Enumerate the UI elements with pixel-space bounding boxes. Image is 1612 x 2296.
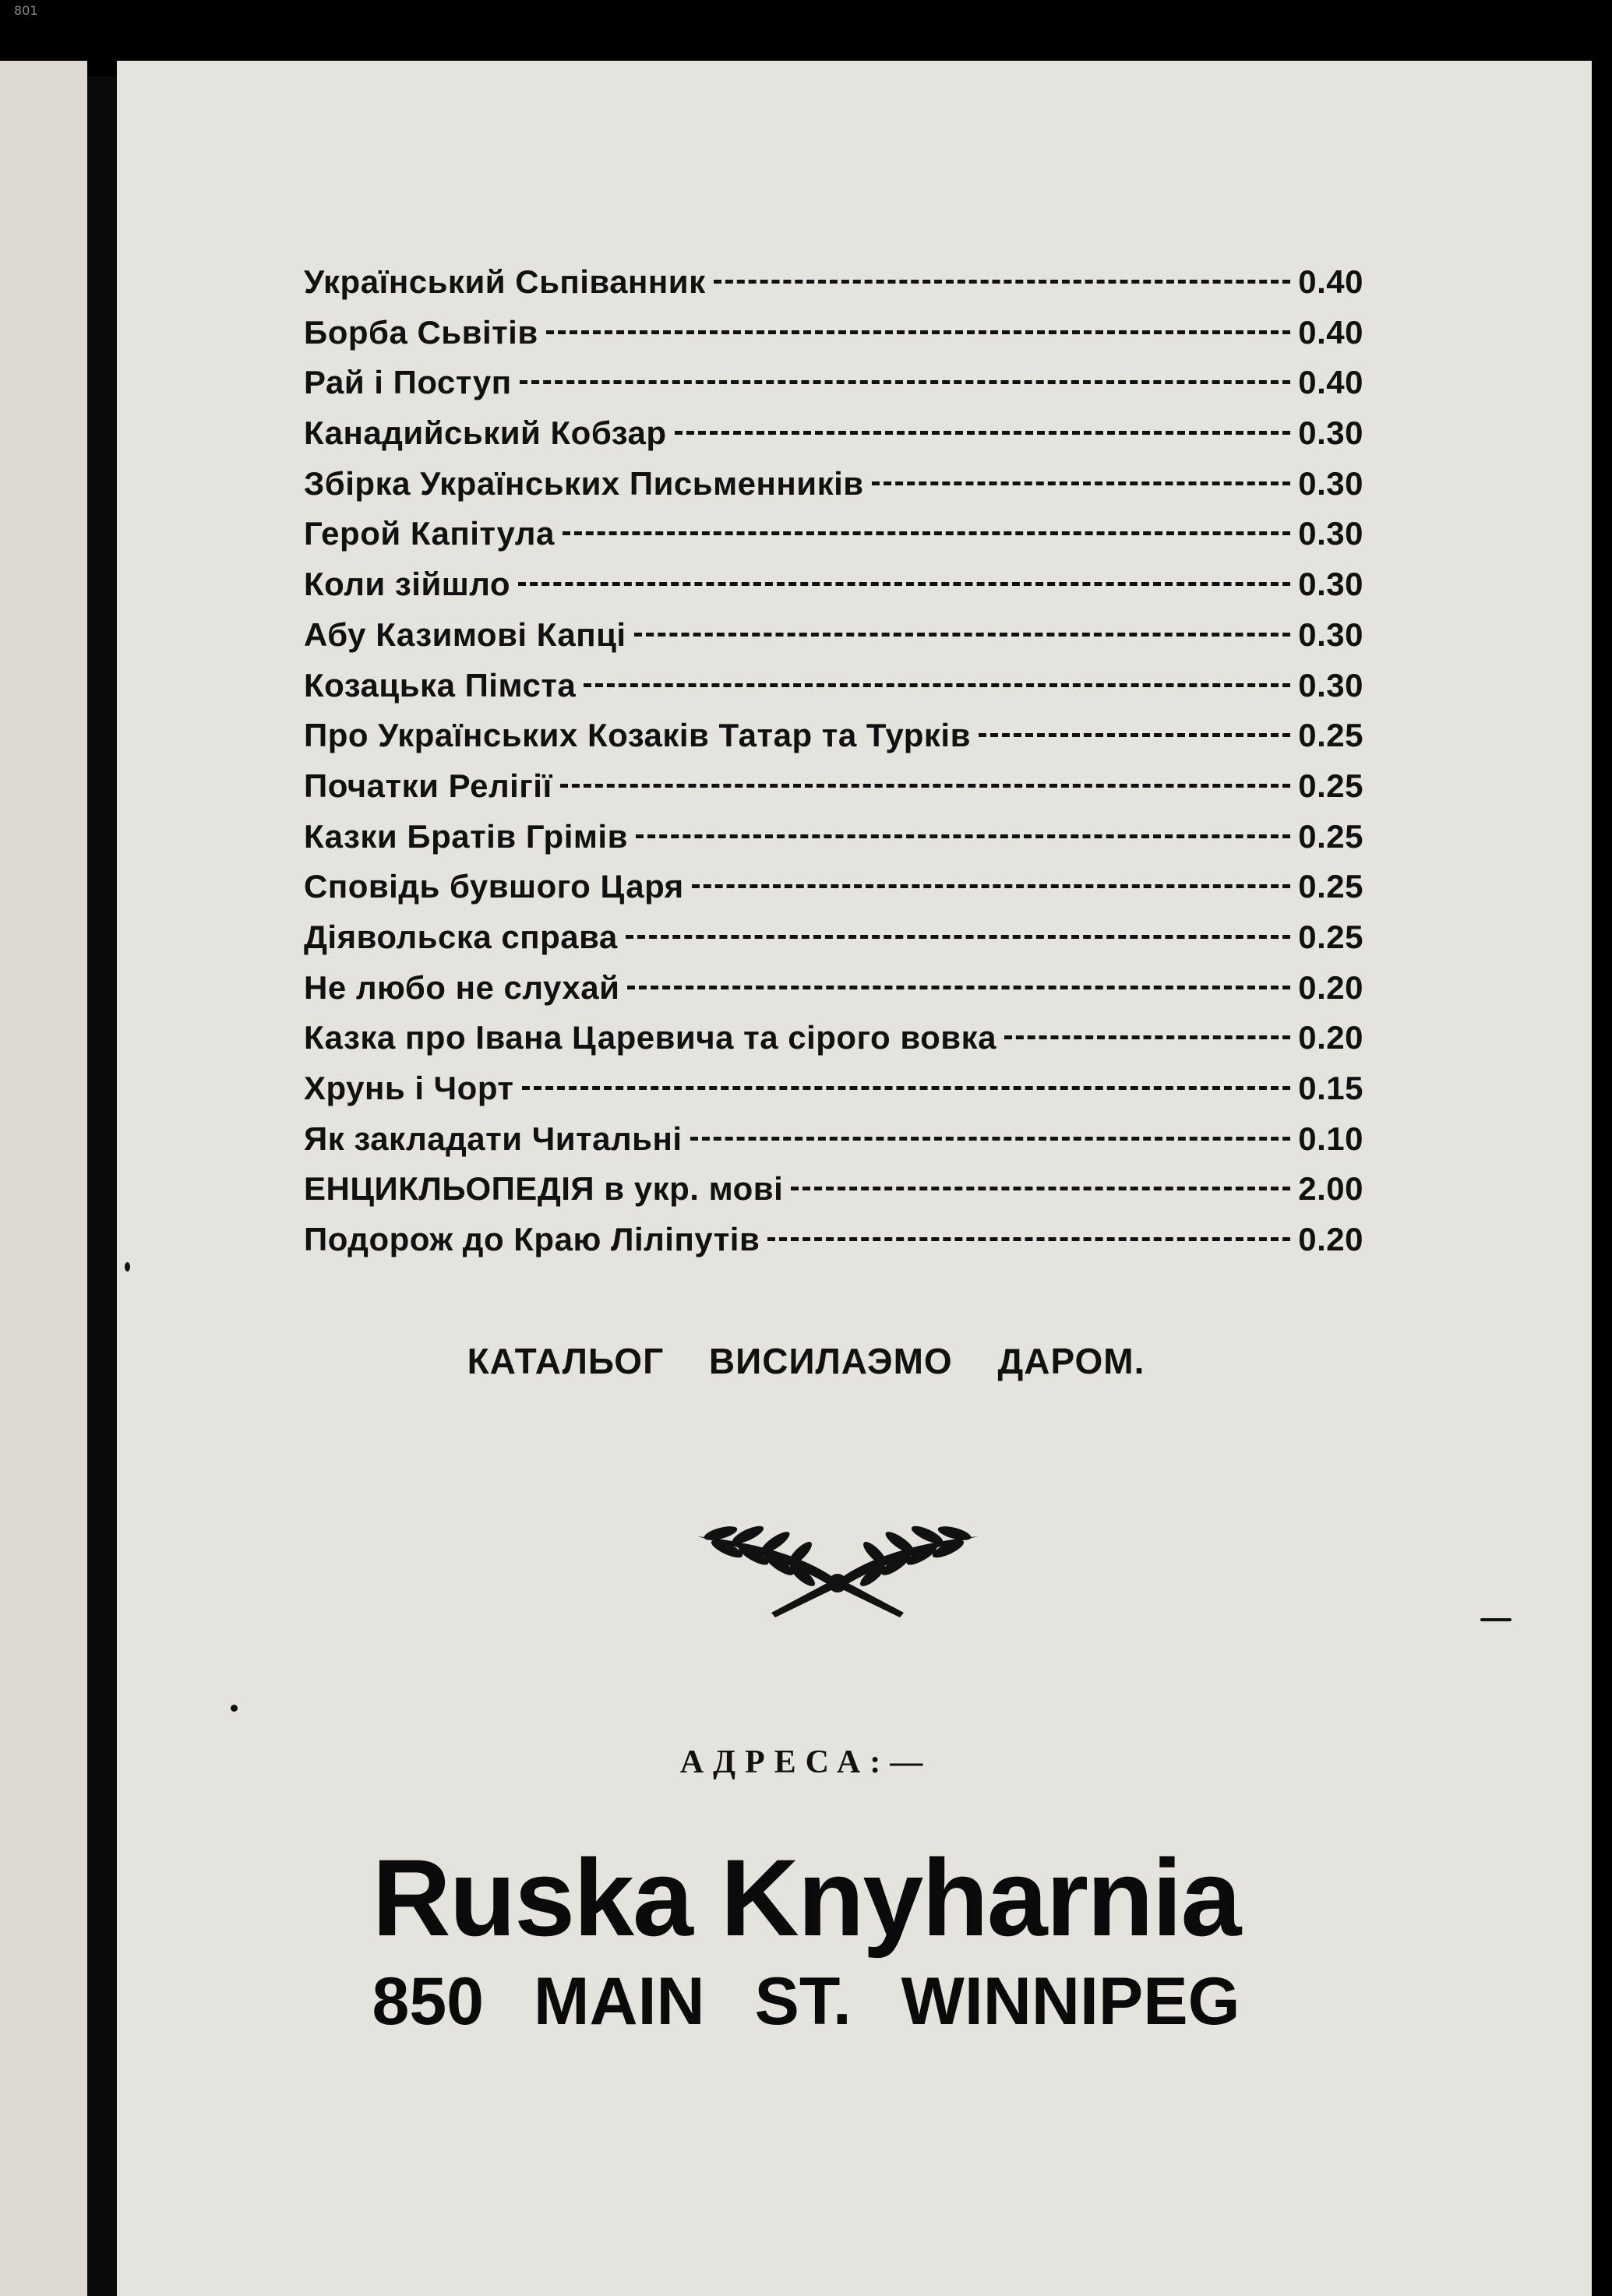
price-row bbox=[304, 515, 1363, 566]
dash-leader bbox=[675, 431, 1291, 435]
book-title: Борба Сьвітів bbox=[304, 313, 538, 351]
book-title: Як закладати Читальні bbox=[304, 1120, 683, 1157]
book-price: 0.40 bbox=[1298, 313, 1363, 351]
dash-leader bbox=[626, 935, 1291, 939]
dash-leader bbox=[563, 531, 1290, 535]
book-title: Абу Казимові Капці bbox=[304, 615, 626, 653]
dash-leader bbox=[522, 1086, 1291, 1090]
book-title: Початки Релігії bbox=[304, 767, 552, 804]
book-title: Коли зійшло bbox=[304, 566, 511, 603]
price-row bbox=[304, 667, 1363, 718]
book-price: 0.20 bbox=[1298, 968, 1363, 1006]
price-list bbox=[304, 263, 1363, 1271]
price-row bbox=[304, 263, 1363, 314]
book-price: 0.30 bbox=[1298, 666, 1363, 704]
book-title: Український Сьпіванник bbox=[304, 263, 706, 300]
book-title: Діявольска справа bbox=[304, 918, 618, 955]
dash-leader bbox=[767, 1237, 1290, 1241]
dash-leader bbox=[627, 986, 1290, 989]
laurel-ornament-icon bbox=[697, 1504, 978, 1621]
book-title: Канадийський Кобзар bbox=[304, 414, 667, 452]
book-price: 0.25 bbox=[1298, 868, 1363, 905]
store-name: Ruska Knyharnia bbox=[372, 1836, 1240, 1959]
book-price: 0.15 bbox=[1298, 1070, 1363, 1106]
dash-leader bbox=[584, 683, 1290, 687]
price-row bbox=[304, 868, 1363, 919]
book-price: 2.00 bbox=[1298, 1170, 1363, 1208]
book-title: Про Українських Козаків Татар та Турків bbox=[304, 717, 971, 754]
book-price: 0.20 bbox=[1298, 1019, 1363, 1056]
book-price: 0.25 bbox=[1298, 767, 1363, 804]
dash-leader bbox=[520, 380, 1291, 384]
address-label: АДРЕСА:— bbox=[679, 1744, 933, 1780]
price-row bbox=[304, 717, 1363, 767]
price-row bbox=[304, 364, 1363, 414]
book-price: 0.20 bbox=[1298, 1221, 1363, 1258]
book-price: 0.25 bbox=[1298, 717, 1363, 754]
dash-leader bbox=[1004, 1035, 1290, 1039]
dash-leader bbox=[636, 834, 1290, 838]
dash-leader bbox=[714, 280, 1291, 284]
catalog-notice: КАТАЛЬОГ ВИСИЛАЭМО ДАРОМ. bbox=[467, 1341, 1145, 1381]
dash-leader bbox=[791, 1187, 1290, 1190]
price-row bbox=[304, 1221, 1363, 1271]
book-title: Збірка Українських Письменників bbox=[304, 464, 864, 502]
book-title: Подорож до Краю Ліліпутів bbox=[304, 1221, 760, 1258]
dash-leader bbox=[692, 884, 1291, 888]
book-price: 0.30 bbox=[1298, 464, 1363, 502]
dash-leader bbox=[518, 582, 1290, 586]
book-price: 0.30 bbox=[1298, 615, 1363, 653]
book-title: Герой Капітула bbox=[304, 515, 555, 552]
book-title: Казки Братів Грімів bbox=[304, 817, 628, 855]
price-row bbox=[304, 414, 1363, 465]
price-row bbox=[304, 767, 1363, 818]
price-row bbox=[304, 1170, 1363, 1221]
book-price: 0.40 bbox=[1298, 263, 1363, 300]
dash-leader bbox=[872, 481, 1291, 485]
ink-speck bbox=[125, 1262, 130, 1271]
book-title: Рай і Поступ bbox=[304, 364, 512, 401]
book-price: 0.30 bbox=[1298, 515, 1363, 552]
dash-leader bbox=[546, 330, 1291, 334]
price-row bbox=[304, 1120, 1363, 1171]
street-address: 850 MAIN ST. WINNIPEG bbox=[372, 1964, 1240, 2039]
book-price: 0.25 bbox=[1298, 918, 1363, 955]
price-row bbox=[304, 818, 1363, 869]
book-title: ЕНЦИКЛЬОПЕДІЯ в укр. мові bbox=[304, 1170, 784, 1208]
book-price: 0.25 bbox=[1298, 817, 1363, 855]
book-price: 0.30 bbox=[1298, 414, 1363, 452]
dash-leader bbox=[690, 1137, 1291, 1141]
price-row bbox=[304, 465, 1363, 516]
book-price: 0.40 bbox=[1298, 364, 1363, 401]
book-title: Казка про Івана Царевича та сірого вовка bbox=[304, 1019, 996, 1056]
book-title: Не любо не слухай bbox=[304, 968, 620, 1006]
price-row bbox=[304, 566, 1363, 616]
price-row bbox=[304, 1019, 1363, 1070]
dash-leader bbox=[634, 633, 1291, 637]
dash-leader bbox=[979, 733, 1290, 737]
book-price: 0.30 bbox=[1298, 566, 1363, 603]
ink-speck bbox=[231, 1705, 238, 1712]
price-row bbox=[304, 969, 1363, 1020]
price-row bbox=[304, 314, 1363, 365]
price-row bbox=[304, 919, 1363, 969]
book-title: Сповідь бувшого Царя bbox=[304, 868, 684, 905]
book-title: Козацька Пімста bbox=[304, 666, 577, 704]
left-page-mark: 801 bbox=[14, 3, 38, 18]
price-row bbox=[304, 616, 1363, 667]
book-price: 0.10 bbox=[1298, 1120, 1363, 1157]
book-title: Хрунь і Чорт bbox=[304, 1070, 514, 1106]
price-row bbox=[304, 1070, 1363, 1120]
dash-leader bbox=[560, 784, 1290, 788]
ink-speck bbox=[1480, 1618, 1511, 1621]
